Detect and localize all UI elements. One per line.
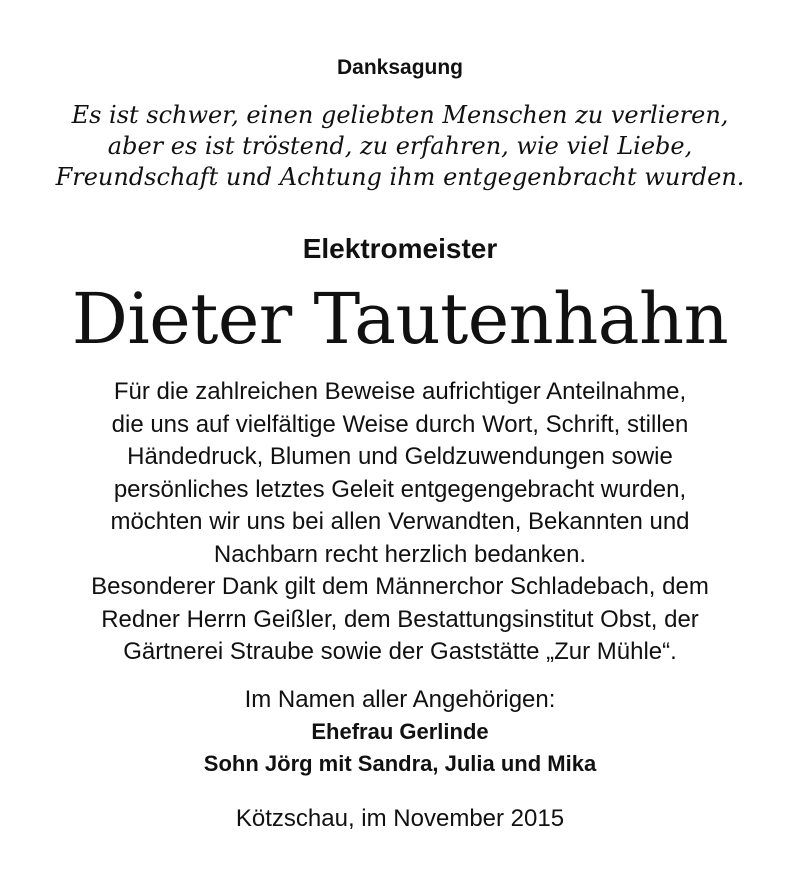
family-signoff bbox=[0, 684, 800, 780]
thanks-paragraph bbox=[0, 376, 800, 571]
paragraph-line: möchten wir uns bei allen Verwandten, Bekannten und bbox=[110, 508, 690, 535]
deceased-profession: Elektromeister bbox=[302, 233, 498, 264]
paragraph-line: Gärtnerei Straube sowie der Gaststätte „Zur Mühle“. bbox=[123, 638, 677, 665]
paragraph-line: die uns auf vielfältige Weise durch Wort, Schrift, stillen bbox=[111, 410, 689, 438]
deceased-name: Dieter Tautenhahn bbox=[71, 278, 729, 360]
special-thanks-paragraph bbox=[0, 571, 800, 669]
quote-line: aber es ist tröstend, zu erfahren, wie viel Liebe, bbox=[107, 132, 693, 160]
quote-line: Es ist schwer, einen geliebten Menschen zu verlieren, bbox=[71, 101, 729, 129]
paragraph-line: persönliches letztes Geleit entgegengebracht wurden, bbox=[113, 475, 687, 503]
memorial-quote bbox=[0, 100, 800, 193]
family-member-line: Sohn Jörg mit Sandra, Julia und Mika bbox=[203, 751, 597, 776]
paragraph-line: Redner Herrn Geißler, dem Bestattungsinstitut Obst, der bbox=[101, 605, 699, 633]
paragraph-line: Für die zahlreichen Beweise aufrichtiger Anteilnahme, bbox=[113, 378, 687, 405]
notice-heading: Danksagung bbox=[336, 56, 464, 79]
signoff-intro: Im Namen aller Angehörigen: bbox=[244, 686, 556, 713]
paragraph-line: Händedruck, Blumen und Geldzuwendungen sowie bbox=[127, 443, 673, 470]
place-and-date: Kötzschau, im November 2015 bbox=[235, 805, 565, 832]
family-member-line: Ehefrau Gerlinde bbox=[311, 719, 489, 744]
quote-line: Freundschaft und Achtung ihm entgegenbracht wurden. bbox=[55, 163, 745, 191]
paragraph-line: Nachbarn recht herzlich bedanken. bbox=[213, 540, 587, 568]
paragraph-line: Besonderer Dank gilt dem Männerchor Schladebach, dem bbox=[91, 573, 709, 600]
